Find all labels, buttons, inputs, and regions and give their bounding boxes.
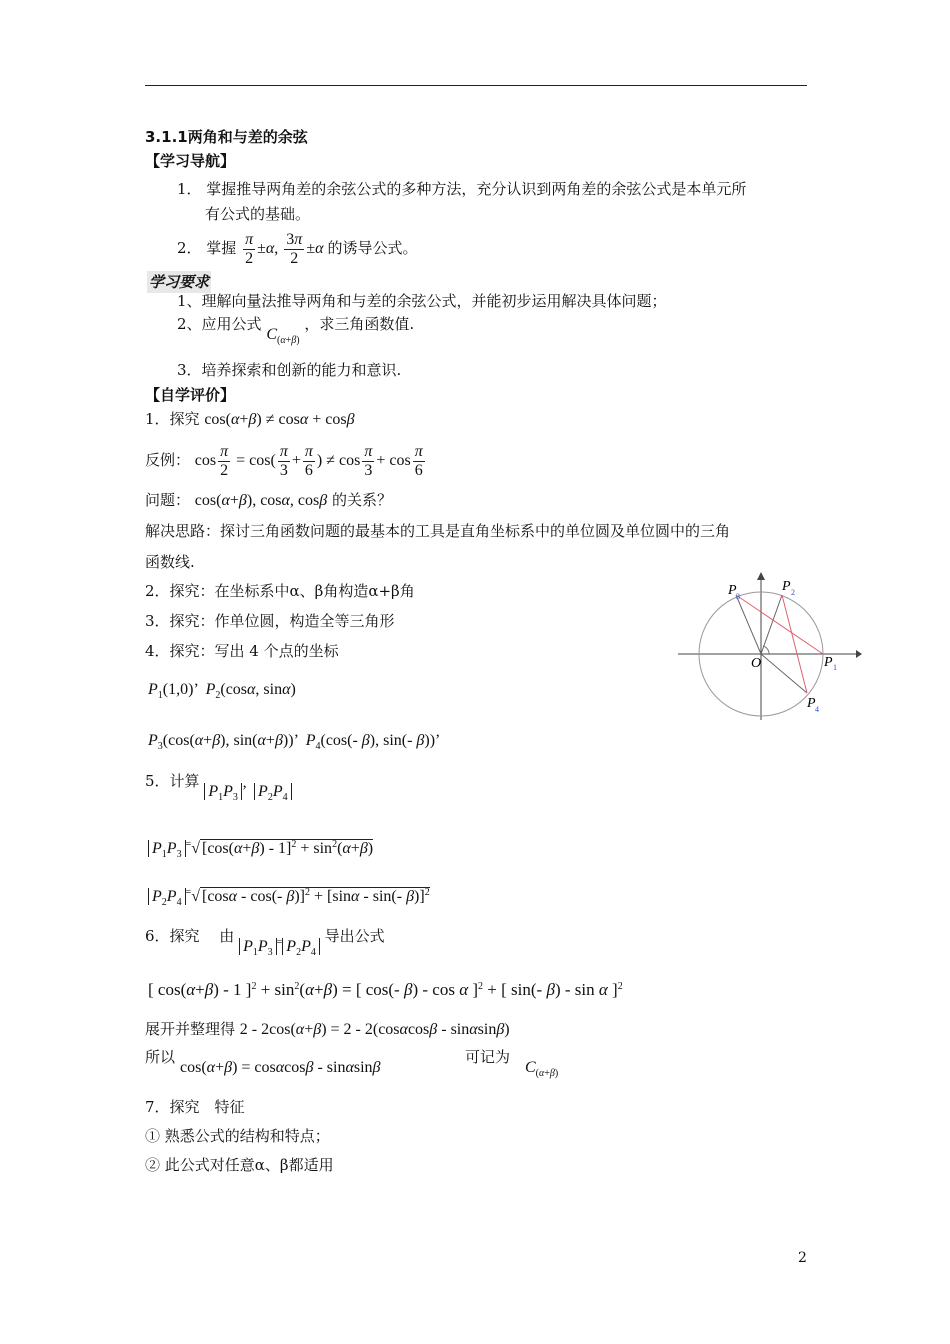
requirement-1: 1、理解向量法推导两角和与差的余弦公式，并能初步运用解决具体问题； <box>177 292 667 310</box>
question-5 <box>145 770 292 803</box>
distance-p2p4-formula: $P_2P_4^=√$ [cosα - cos(- β)]$^2$ + [sinα - sin(- β)]$^2$ <box>148 882 430 914</box>
segment-p1-p3 <box>736 595 823 654</box>
so-prefix: 所以 <box>145 1048 176 1066</box>
label-p4-sub: 4 <box>815 705 819 714</box>
question-6-suffix: 导出公式 <box>324 927 385 945</box>
inequality-formula: cos(α+β) ≠ cosα + cosβ <box>204 411 355 428</box>
question-7: 7．探究 特征 <box>145 1098 245 1116</box>
idea-line-2: 函数线. <box>145 553 195 571</box>
induction-formula: $\frac{\pi}{2}$ ±α, $\frac{3\pi}{2}$ ±α <box>245 230 324 267</box>
label-p2-sub: 2 <box>791 588 795 597</box>
distance-p1p3-formula: $P_1P_3^=√$ $[\cos(\alpha+\beta) - 1]^2 + \sin^2(\alpha+\beta)$ <box>148 834 373 866</box>
question-1-prefix: 1．探究 <box>145 410 200 428</box>
segment-p2-p4 <box>782 595 807 693</box>
question-formula: cos(α+β), cosα, cosβ <box>194 492 328 509</box>
requirement-2-prefix: 2、应用公式 <box>177 315 262 333</box>
y-axis-arrow-icon <box>757 572 765 580</box>
label-origin: O <box>751 656 762 671</box>
question-prefix: 问题： <box>145 491 191 509</box>
question <box>145 489 392 512</box>
self-eval-heading: 【自学评价】 <box>145 386 236 404</box>
c-alpha-plus-beta-label: $C_{(\alpha+\beta)}$ <box>525 1059 559 1079</box>
coords-p1-p2: $P_1(1,0)$’ $P_2(\cos\alpha$, sinα) <box>148 681 296 701</box>
unit-circle-diagram <box>676 568 862 728</box>
question-6-prefix: 6．探究 由 <box>145 927 235 945</box>
requirements-heading: 学习要求 <box>149 273 210 291</box>
label-p3-sub: 3 <box>736 592 740 601</box>
label-p3: P <box>728 583 737 598</box>
requirement-2 <box>177 313 415 346</box>
header-rule <box>145 85 807 86</box>
requirement-3: 3．培养探索和创新的能力和意识. <box>177 361 402 379</box>
c-alpha-plus-beta: $C_{(\alpha+\beta)}$ <box>266 326 300 346</box>
question-5-prefix: 5．计算 <box>145 772 200 790</box>
x-axis-arrow-icon <box>856 650 862 658</box>
guide-item-1-cont: 有公式的基础。 <box>205 205 311 223</box>
distances-to-compute: $P_1P_3$ ’ $P_2P_4$ <box>204 783 291 800</box>
guide-item-1: 1． 掌握推导两角差的余弦公式的多种方法，充分认识到两角差的余弦公式是本单元所 <box>177 180 747 198</box>
label-p2: P <box>782 579 791 594</box>
label-p1-sub: 1 <box>833 663 837 672</box>
requirement-2-suffix: ，求三角函数值. <box>304 315 415 333</box>
cosine-sum-formula: cos(α+β) = cosαcosβ - sinαsinβ <box>180 1059 381 1076</box>
coords-p3-p4: $P_3(\cos(\alpha+\beta)$, sin(α+β))’ $P_4(\cos(-$ β), sin(- β))’ <box>148 732 441 752</box>
guide-item-2-suffix: 的诱导公式。 <box>327 239 418 257</box>
section-title: 3.1.1两角和与差的余弦 <box>145 128 308 146</box>
feature-1: ① 熟悉公式的结构和特点； <box>145 1127 330 1145</box>
idea-line-1: 解决思路：探讨三角函数问题的最基本的工具是直角坐标系中的单位圆及单位圆中的三角 <box>145 522 731 540</box>
page-number: 2 <box>798 1250 807 1266</box>
question-suffix: 的关系？ <box>332 491 393 509</box>
question-3: 3．探究：作单位圆，构造全等三角形 <box>145 612 395 630</box>
question-2: 2．探究：在坐标系中α、β角构造α+β角 <box>145 582 415 600</box>
expand-prefix: 展开并整理得 <box>145 1020 236 1038</box>
label-p4: P <box>807 696 816 711</box>
segment-o-p4 <box>761 654 807 693</box>
guide-item-2-prefix: 2． 掌握 <box>177 239 237 257</box>
question-4: 4．探究：写出 4 个点的坐标 <box>145 642 339 660</box>
mark-as: 可记为 <box>465 1048 511 1066</box>
guide-heading: 【学习导航】 <box>145 152 236 170</box>
counterexample-formula: cos $\frac{\pi}{2}$ = cos( $\frac{\pi}{3}$ + $\frac{\pi}{6}$ ) ≠ cos $\frac{\pi}{3}$ + cos $\frac{\pi}{6}$ <box>194 442 423 479</box>
question-6 <box>145 922 385 958</box>
counterexample <box>145 438 427 483</box>
guide-item-2 <box>177 226 418 271</box>
counterexample-prefix: 反例： <box>145 451 191 469</box>
expanded-equation: 2 - 2cos(α+β) = 2 - 2(cosαcosβ - sinαsinβ) <box>239 1021 510 1038</box>
question-1 <box>145 408 355 431</box>
squared-distance-equation: [ cos(α+β) - 1 ]$^2 + \sin^2(\alpha+\beta)$ = [ cos(- β) - cos α ]$^2$ + [ sin(- β) - sin α ]$^2$ <box>148 980 623 999</box>
distance-equality: $P_1P_3^=$ $P_2P_4$ <box>239 938 320 955</box>
expand-line <box>145 1018 510 1041</box>
feature-2: ② 此公式对任意α、β都适用 <box>145 1156 334 1174</box>
label-p1: P <box>824 655 833 670</box>
